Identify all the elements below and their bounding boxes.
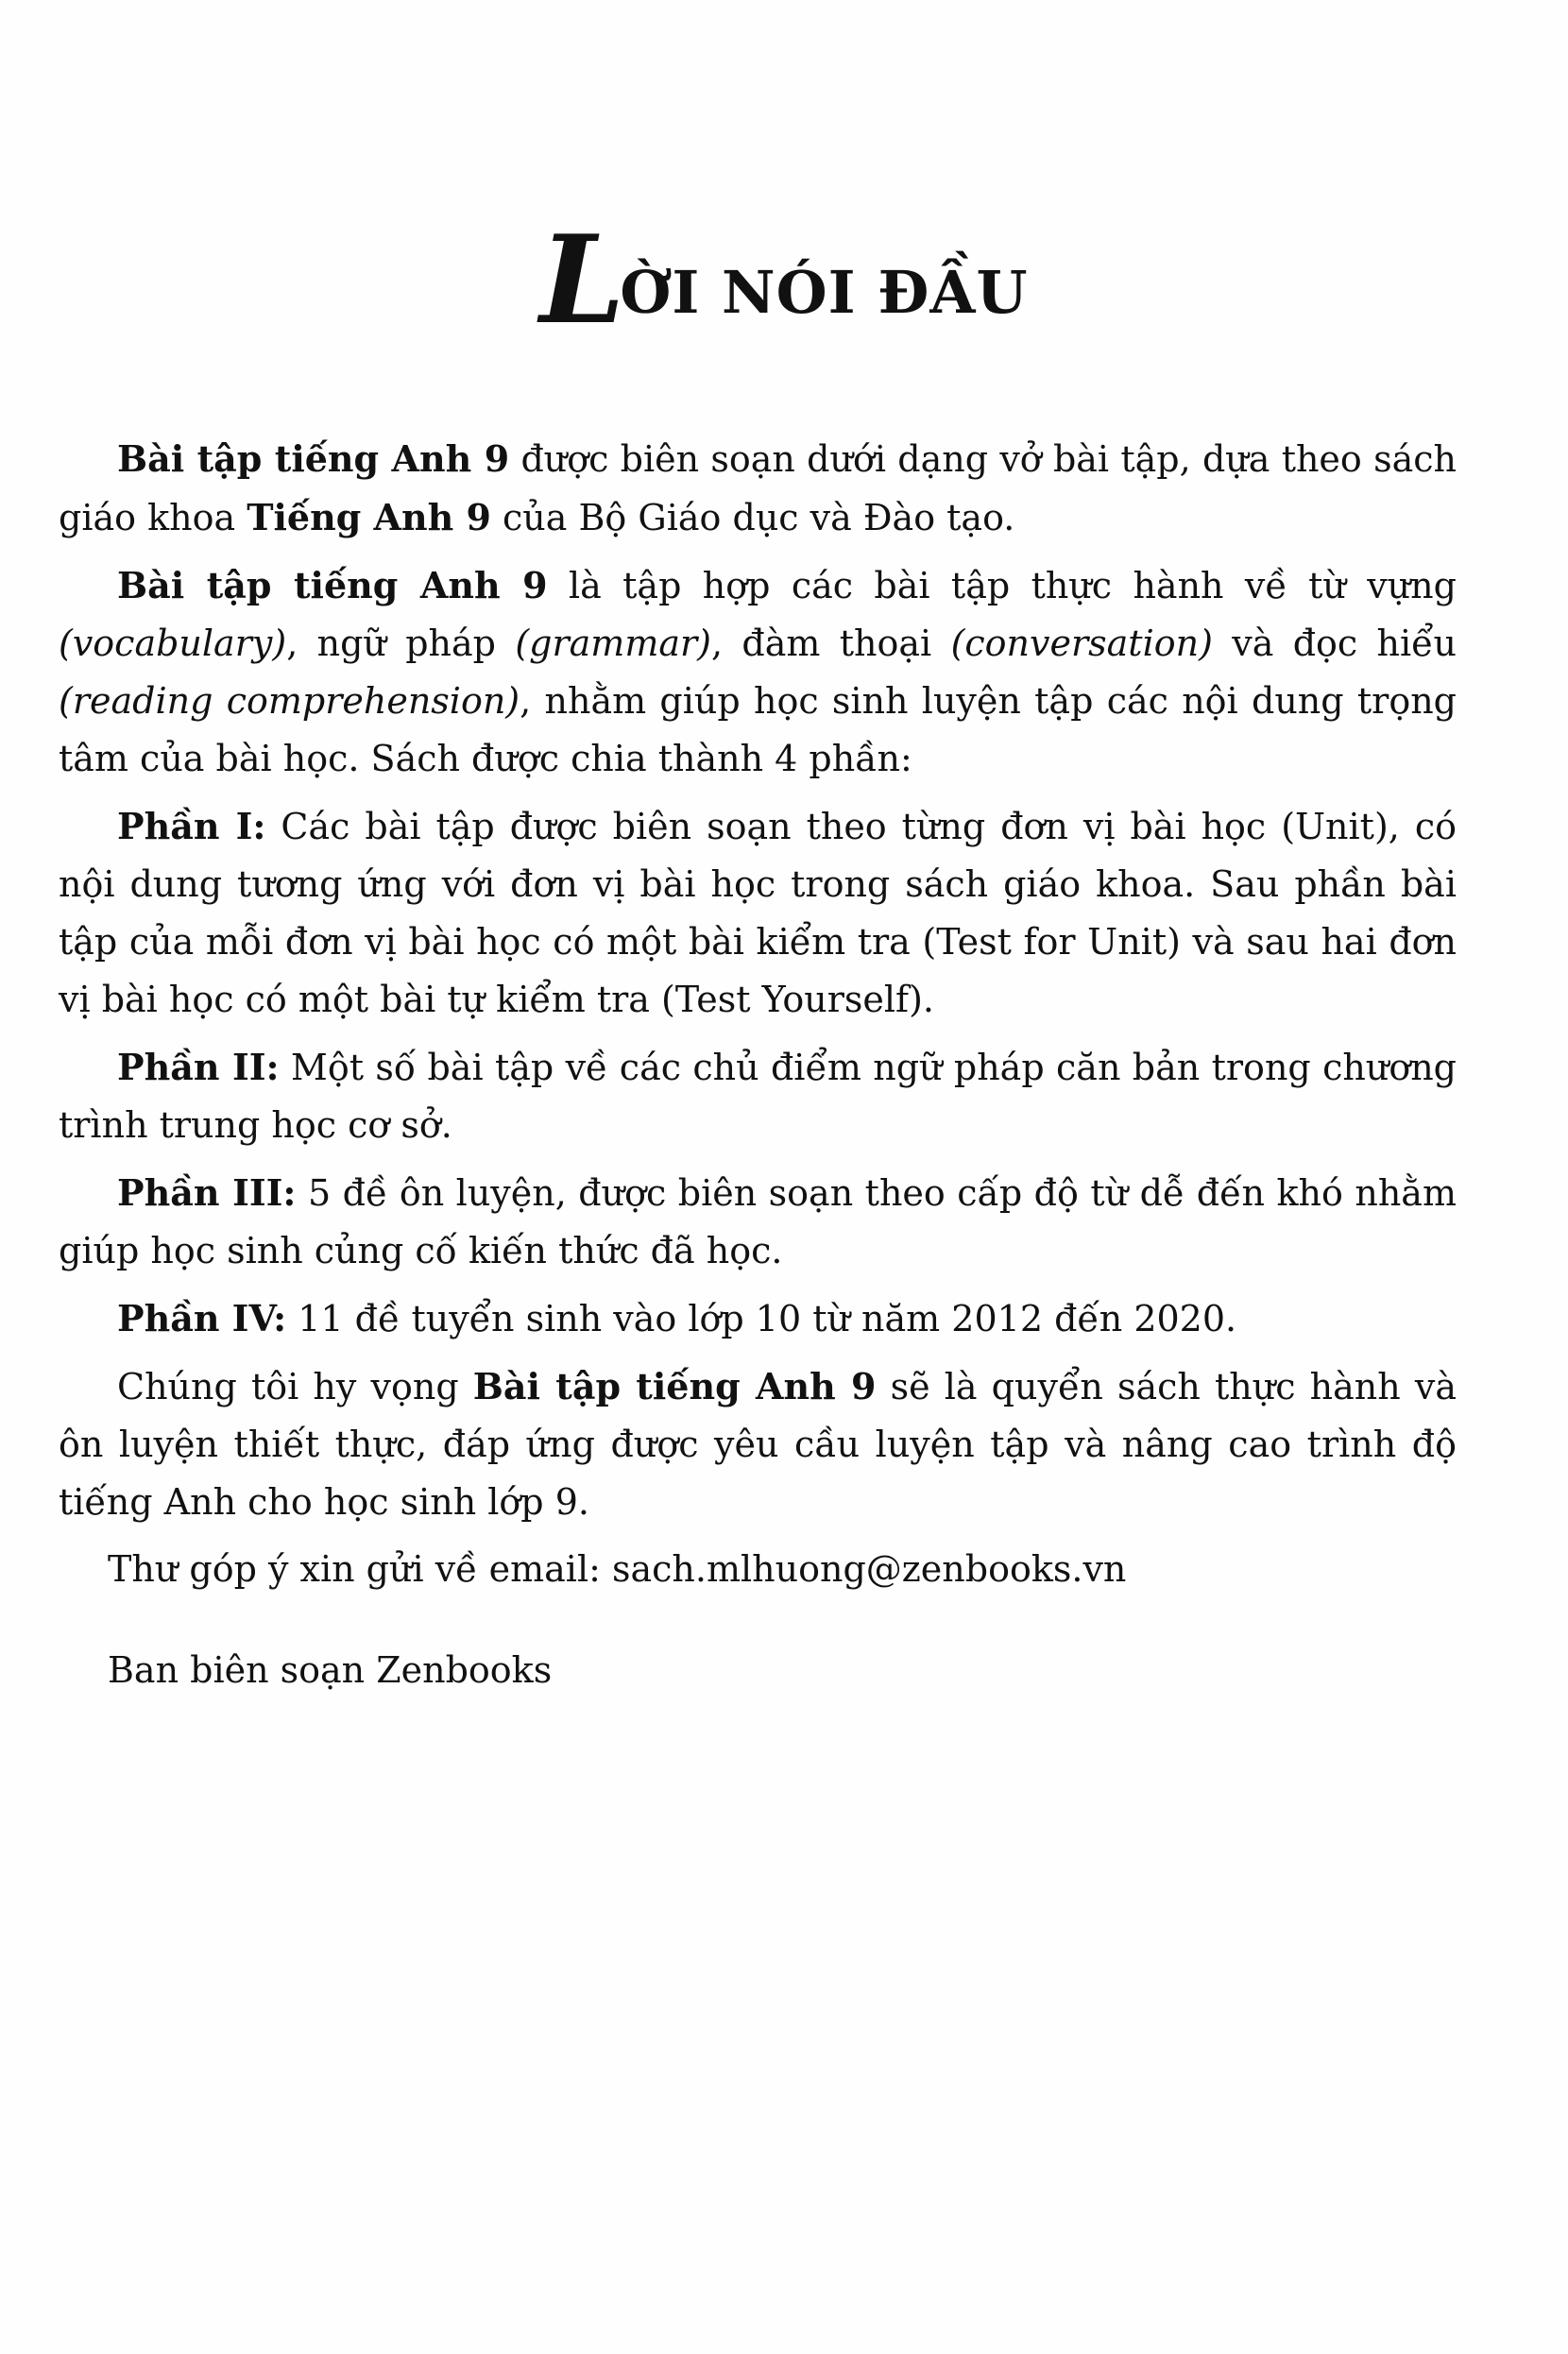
signature: Ban biên soạn Zenbooks xyxy=(108,1649,553,1691)
paragraph-contact-email xyxy=(59,1541,1457,1598)
text-run: của Bộ Giáo dục và Đào tạo. xyxy=(490,497,1015,538)
paragraph-1 xyxy=(59,430,1457,547)
text-run: (grammar) xyxy=(515,623,712,664)
paragraph-closing xyxy=(59,1357,1457,1531)
text-run: Các bài tập được biên soạn theo từng đơn vị bài học (Unit), có nội dung tương ứng với đơn vị bài học trong sách giáo khoa. Sau phần bài tập của mỗi đơn vị bài học có một bài kiểm tra (Test for Unit) và sau hai đơn vị bài học có một bài tự kiểm tra (Test Yourself). xyxy=(59,806,1457,1020)
text-run: Bài tập tiếng Anh 9 xyxy=(117,564,548,606)
title-decorative-initial: L xyxy=(539,209,626,351)
text-run: là tập hợp các bài tập thực hành về từ vựng xyxy=(547,565,1457,606)
text-run: Phần IV: xyxy=(117,1297,287,1339)
text-run: Một số bài tập về các chủ điểm ngữ pháp căn bản trong chương trình trung học cơ sở. xyxy=(59,1047,1457,1146)
text-run: , đàm thoại xyxy=(711,623,951,664)
text-run: Bài tập tiếng Anh 9 xyxy=(472,1365,877,1407)
page-title xyxy=(0,210,1568,351)
text-run: Phần III: xyxy=(117,1171,297,1214)
text-run: Thư góp ý xin gửi về email: sach.mlhuong@zenbooks.vn xyxy=(108,1548,1127,1590)
text-run: Phần I: xyxy=(117,805,266,847)
text-run: (vocabulary) xyxy=(59,623,287,664)
text-run: Phần II: xyxy=(117,1046,280,1088)
text-run: được biên soạn dưới dạng vở bài tập, dựa theo sách giáo khoa xyxy=(59,438,1457,538)
text-run: (reading comprehension) xyxy=(59,680,520,722)
paragraph-part-4 xyxy=(59,1289,1457,1348)
paragraph-part-3 xyxy=(59,1164,1457,1280)
text-run: sẽ là quyển sách thực hành và ôn luyện thiết thực, đáp ứng được yêu cầu luyện tập và nâng cao trình độ tiếng Anh cho học sinh lớp 9. xyxy=(59,1366,1457,1523)
preface-body xyxy=(59,430,1457,1709)
text-run: , nhằm giúp học sinh luyện tập các nội dung trọng tâm của bài học. Sách được chia thành 4 phần: xyxy=(59,680,1457,779)
text-run: , ngữ pháp xyxy=(286,623,516,664)
text-run: (conversation) xyxy=(950,623,1213,664)
text-run: 5 đề ôn luyện, được biên soạn theo cấp độ từ dễ đến khó nhằm giúp học sinh củng cố kiến thức đã học. xyxy=(59,1172,1457,1271)
paragraph-part-1 xyxy=(59,797,1457,1029)
text-run: Bài tập tiếng Anh 9 xyxy=(117,437,510,480)
text-run: Tiếng Anh 9 xyxy=(247,496,491,538)
paragraph-part-2 xyxy=(59,1038,1457,1154)
text-run: và đọc hiểu xyxy=(1212,623,1457,664)
text-run: Chúng tôi hy vọng xyxy=(117,1366,473,1407)
text-run: 11 đề tuyển sinh vào lớp 10 từ năm 2012 đến 2020. xyxy=(286,1298,1237,1339)
paragraph-2 xyxy=(59,556,1457,788)
title-text: ỜI NÓI ĐẦU xyxy=(620,257,1029,327)
